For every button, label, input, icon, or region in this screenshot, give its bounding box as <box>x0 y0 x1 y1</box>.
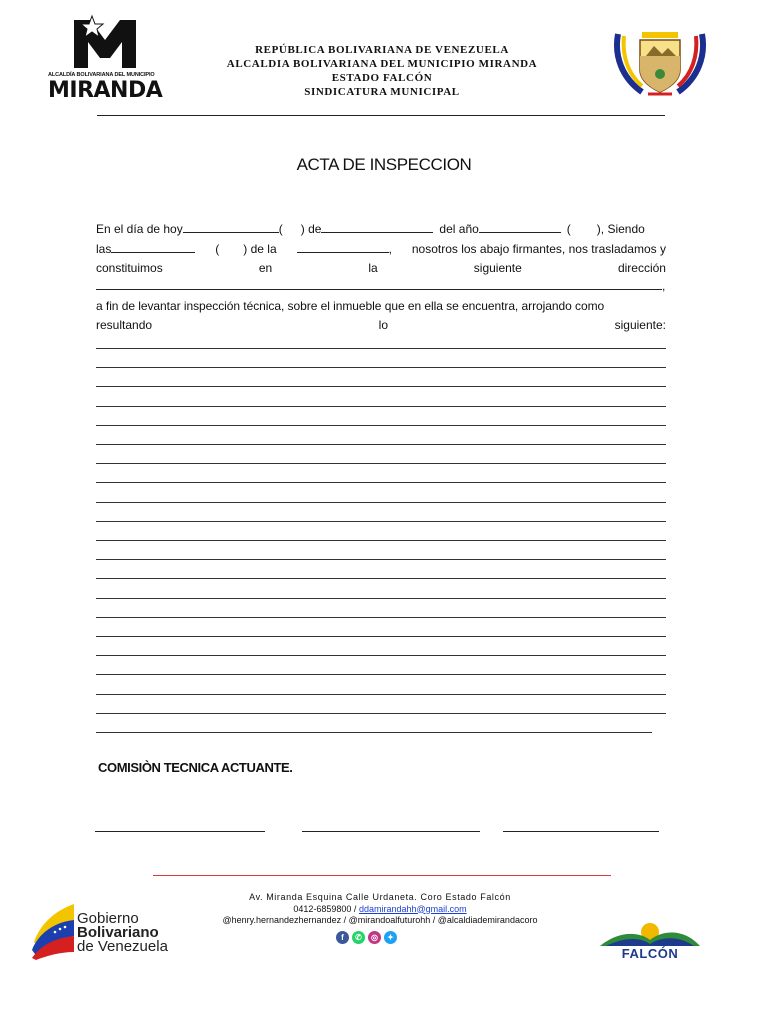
institution-header <box>180 43 584 99</box>
body-line-5: a fin de levantar inspección técnica, sobre el inmueble que en ella se encuentra, arrojando como <box>96 299 605 313</box>
writing-line[interactable] <box>96 463 666 464</box>
logo-caption: ALCALDÍA BOLIVARIANA DEL MUNICIPIO <box>48 72 155 78</box>
footer-contact <box>180 892 580 927</box>
blank-period-field[interactable] <box>297 241 389 253</box>
header-line-alcaldia: ALCALDIA BOLIVARIANA DEL MUNICIPIO MIRANDA <box>226 58 538 70</box>
writing-line[interactable] <box>96 674 666 675</box>
twitter-icon[interactable]: ✦ <box>384 931 397 944</box>
signature-line-3[interactable] <box>503 831 659 832</box>
blank-month-field[interactable] <box>321 221 433 233</box>
header-line-office: SINDICATURA MUNICIPAL <box>304 86 460 98</box>
whatsapp-icon[interactable]: ✆ <box>352 931 365 944</box>
writing-line[interactable] <box>96 367 666 368</box>
blank-year-field[interactable] <box>479 221 561 233</box>
writing-line[interactable] <box>96 502 666 503</box>
writing-line[interactable] <box>96 713 666 714</box>
instagram-icon[interactable]: ◎ <box>368 931 381 944</box>
signature-line-1[interactable] <box>95 831 265 832</box>
writing-line[interactable] <box>96 617 666 618</box>
header-line-state: ESTADO FALCÓN <box>331 72 433 84</box>
miranda-m-icon <box>72 14 138 70</box>
body-line-3: constituimos en la siguiente dirección <box>96 261 666 275</box>
writing-line[interactable] <box>96 732 652 733</box>
footer-social-handles: @henry.hernandezhernandez / @mirandoalfuturohh / @alcaldiademirandacoro <box>222 915 538 925</box>
writing-line[interactable] <box>96 521 666 522</box>
municipal-crest-icon <box>612 26 708 100</box>
text-day: En el día de hoy <box>96 222 183 236</box>
writing-line[interactable] <box>96 444 666 445</box>
gov-line-2: Bolivariano <box>77 924 159 941</box>
writing-line[interactable] <box>96 348 666 349</box>
header-divider <box>97 115 665 116</box>
writing-line[interactable] <box>96 578 666 579</box>
body-line-1: En el día de hoy ( ) de del año ( ), Siendo <box>96 222 645 236</box>
miranda-logo <box>48 14 163 102</box>
footer-address: Av. Miranda Esquina Calle Urdaneta. Coro Estado Falcón <box>249 892 511 902</box>
falcon-word: FALCÓN <box>621 946 679 961</box>
writing-line[interactable] <box>96 386 666 387</box>
gov-line-1: Gobierno <box>77 910 139 927</box>
body-line-6: resultando lo siguiente: <box>96 318 666 332</box>
writing-line[interactable] <box>96 482 666 483</box>
gobierno-bolivariano-logo <box>30 900 190 960</box>
writing-line[interactable] <box>96 425 666 426</box>
blank-day-field[interactable] <box>183 221 279 233</box>
email-link[interactable]: ddamirandahh@gmail.com <box>358 903 467 914</box>
blank-address-field[interactable] <box>96 278 662 290</box>
writing-line[interactable] <box>96 406 666 407</box>
writing-line[interactable] <box>96 559 666 560</box>
facebook-icon[interactable]: f <box>336 931 349 944</box>
footer-phone-email: 0412-6859800 / ddamirandahh@gmail.com <box>293 903 467 914</box>
writing-line[interactable] <box>96 655 666 656</box>
writing-line[interactable] <box>96 540 666 541</box>
gov-line-3: de Venezuela <box>77 938 168 955</box>
falcon-state-logo <box>596 920 704 966</box>
venezuela-flag-icon <box>30 902 76 960</box>
writing-line[interactable] <box>96 694 666 695</box>
writing-line[interactable] <box>96 598 666 599</box>
logo-word: MIRANDA <box>48 78 163 103</box>
body-line-4: , <box>96 278 666 294</box>
blank-hour-field[interactable] <box>111 241 195 253</box>
commission-heading: COMISIÒN TECNICA ACTUANTE. <box>98 760 293 775</box>
writing-line[interactable] <box>96 636 666 637</box>
body-line-2: las ( ) de la , nosotros los abajo firmantes, nos trasladamos y <box>96 242 666 256</box>
header-line-republic: REPÚBLICA BOLIVARIANA DE VENEZUELA <box>255 44 509 56</box>
footer-divider <box>153 875 611 876</box>
document-title: ACTA DE INSPECCION <box>296 155 472 174</box>
falcon-hills-icon <box>596 920 704 948</box>
social-icons <box>336 931 404 945</box>
signature-line-2[interactable] <box>302 831 480 832</box>
